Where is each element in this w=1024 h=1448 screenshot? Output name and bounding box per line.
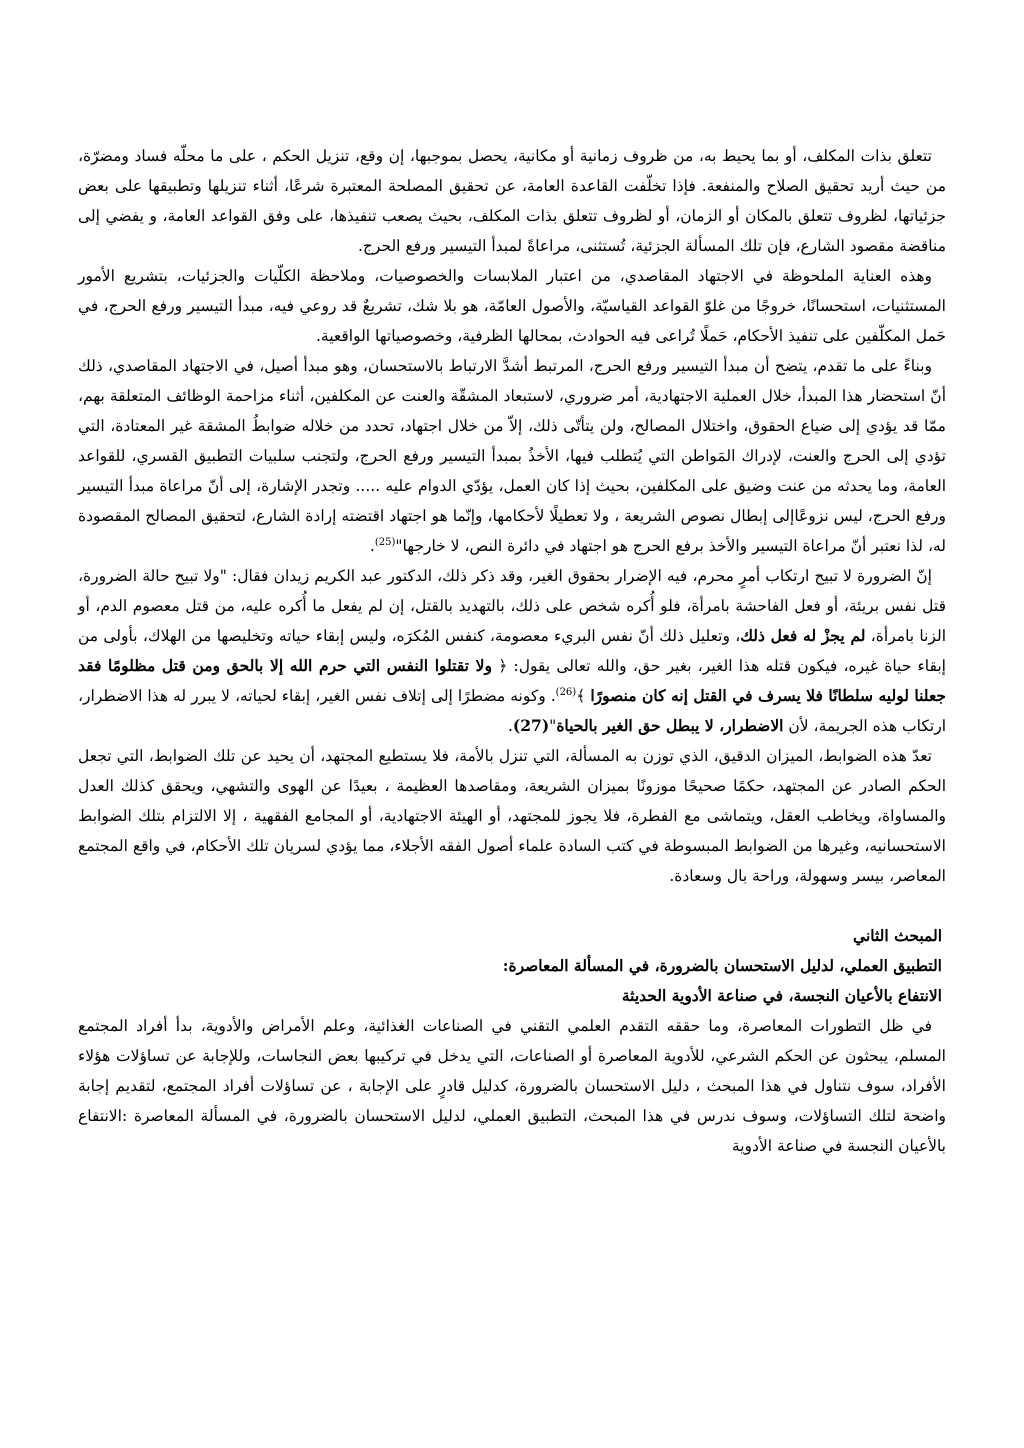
paragraph-text: . — [369, 537, 375, 555]
section-gap — [78, 891, 946, 921]
section-title: التطبيق العملي، لدليل الاستحسان بالضرورة، في المسألة المعاصرة: — [502, 956, 942, 975]
paragraph-text: ، وتعليل ذلك أنّ نفس البريء معصومة، كنفس المُكرَه، وليس إبقاء حياته وتخليصها من الهلاك، بأولى من إبقاء حياة غيره، فيكون قتله هذا الغير، بغير حق، والله تعالى يقول: ﴿ — [78, 627, 946, 675]
paragraph-text: وهذه العناية الملحوظة في الاجتهاد المقاصدي، من اعتبار الملابسات والخصوصيات، وملاحظة الكلّيات والجزئيات، بتشريع الأمور المستثنيات، استحسانًا، خروجًا من غلوّ القواعد القياسيّة، والأصول العامّة، هو بلا شك، تشريعٌ قد روعي فيه، مبدأ التيسير ورفع الحرج، في حَمل المكلّفين على تنفيذ الأحكام، حَملًا تُراعى فيه الحوادث، بمحالها الظرفية، وخصوصياتها الواقعية. — [78, 267, 946, 345]
document-page — [78, 141, 946, 1161]
section-subtitle: الانتفاع بالأعيان النجسة، في صناعة الأدوية الحديثة — [621, 986, 942, 1005]
body-paragraphs — [78, 141, 946, 891]
paragraph-text: إنّ الضرورة لا تبيح ارتكاب أمرٍ محرم، فيه الإضرار بحقوق الغير، وقد ذكر ذلك، الدكتور عبد الكريم زيدان فقال: "ولا تبيح حالة الضرورة، قتل نفس بريئة، أو فعل الفاحشة بامرأة، فلو أُكره شخص على ذلك، بالتهديد بالقتل، إن لم يفعل ما أُكره عليه، من قتل معصوم الدم، أو الزنا بامرأة، — [78, 567, 947, 645]
paragraph-text: ﴾ — [576, 687, 591, 705]
paragraph-5 — [78, 741, 946, 891]
paragraph-text: تتعلق بذات المكلف، أو بما يحيط به، من ظروف زمانية أو مكانية، يحصل بموجبها، إن وقع، تنزيل الحكم ، على ما محلّه فساد ومضرّة، من حيث أريد تحقيق الصلاح والمنفعة. فإذا تخلّفت القاعدة العامة، عن تحقيق المصلحة المعتبرة شرعًا، أثناء تنزيلها وتطبيقها على بعض جزئياتها، لظروف تتعلق بالمكان أو الزمان، أو لظروف تتعلق بذات المكلف، بحيث يصعب تنفيذها، على وفق القواعد العامة، و يفضي إلى مناقضة مقصود الشارع، فإن تلك المسألة الجزئية، تُستثنى، مراعاةً لمبدأ التيسير ورفع الحرج. — [78, 147, 946, 255]
paragraph-text: تعدّ هذه الضوابط، الميزان الدقيق، الذي توزن به المسألة، التي تنزل بالأمة، فلا يستطيع المجتهد، أن يحيد عن تلك الضوابط، التي تجعل الحكم الصادر عن المجتهد، حكمًا صحيحًا موزونًا بميزان الشريعة، ومقاصدها العظيمة ، بعيدًا عن الهوى والتشهي، ويحقق كذلك العدل والمساواة، ويخاطب العقل، ويتماشى مع الفطرة، فلا يجوز للمجتهد، أو الهيئة الاجتهادية، أو المجامع الفقهية ، إلا الالتزام بتلك الضوابط الاستحسانيه، وغيرها من الضوابط المبسوطة في كتب السادة علماء أصول الفقه الأجلاء، مما يؤدي لسريان تلك الأحكام، في واقع المجتمع المعاصر، بيسر وسهولة، وراحة بال وسعادة. — [78, 747, 946, 885]
paragraph-2 — [78, 261, 946, 351]
footnote-ref: (26) — [555, 686, 577, 698]
bold-text: الاضطرار، لا يبطل حق الغير بالحياة — [556, 716, 784, 735]
bold-text: ولا تقتلوا النفس التي حرم الله إلا بالحق ومن قتل مظلومًا فقد جعلنا لوليه سلطانًا فلا يسرف في القتل إنه كان منصورًا — [78, 656, 947, 705]
bold-text: لم يجزْ له فعل ذلك — [740, 626, 866, 645]
footnote-ref: (25) — [374, 536, 396, 548]
closing-paragraph — [78, 1011, 946, 1161]
bold-text: (27) — [512, 716, 550, 735]
paragraph-text: " — [549, 717, 557, 735]
paragraph-3 — [78, 351, 946, 561]
paragraph-text: . — [507, 717, 513, 735]
closing-paragraph-text: في ظل التطورات المعاصرة، وما حققه التقدم العلمي التقني في الصناعات الغذائية، وعلم الأمراض والأدوية، بدأ أفراد المجتمع المسلم، يبحثون عن الحكم الشرعي، للأدوية المعاصرة أو الصناعات، التي يدخل في تركيبها بعض النجاسات، وللإجابة عن تساؤلات هؤلاء الأفراد، سوف نتناول في هذا المبحث ، دليل الاستحسان بالضرورة، كدليل قادرٍ على الإجابة ، عن تساؤلات أفراد المجتمع، لتقديم إجابة واضحة لتلك التساؤلات، وسوف ندرس في هذا المبحث، التطبيق العملي، لدليل الاستحسان بالضرورة، في المسألة المعاصرة :الانتفاع بالأعيان النجسة في صناعة الأدوية — [78, 1017, 946, 1155]
paragraph-1 — [78, 141, 946, 261]
paragraph-text: وبناءً على ما تقدم، يتضح أن مبدأ التيسير ورفع الحرج، المرتبط أشدَّ الارتباط بالاستحسان، وهو مبدأ أصيل، في الاجتهاد المقاصدي، ذلك أنّ استحضار هذا المبدأ، خلال العملية الاجتهادية، أمر ضروري، لاستبعاد المشقّة والعنت عن المكلفين، أثناء مزاحمة الوظائف المتعلقة بهم، ممّا قد يؤدي إلى ضياع الحقوق، واختلال المصالح، ولن يتأتّى ذلك، إلاّ من خلال اجتهاد، تحدد من خلاله ضوابطُ المشقة غير المعتادة، التي تؤدي إلى الحرج والعنت، لإدراك المَواطن التي يُتطلب فيها، الأخذُ بمبدأ التيسير ورفع الحرج، ولتجنب سلبيات التطبيق القسري، للقواعد العامة، وما يحدثه من عنت وضيق على المكلفين، بحيث إذا كان العمل، يؤدّي الدوام عليه ..... وتجدر الإشارة، إلى أنّ مراعاة مبدأ التيسير ورفع الحرج، ليس نزوعًاإلى إبطال نصوص الشريعة ، ولا تعطيلًا لأحكامها، وإنّما هو اجتهاد اقتضته إرادة الشارع، لتحقيق المصالح المقصودة له، لذا نعتبر أنّ مراعاة التيسير والأخذ برفع الحرج هو اجتهاد في دائرة النص، لا خارجها" — [78, 357, 946, 555]
section-number: المبحث الثاني — [853, 926, 942, 945]
paragraph-text: . وكونه مضطرًا إلى إتلاف نفس الغير، إبقاء لحياته، لا يبرر له هذا الاضطرار، ارتكاب هذه الجريمة، لأن — [78, 687, 946, 735]
paragraph-4 — [78, 561, 946, 741]
